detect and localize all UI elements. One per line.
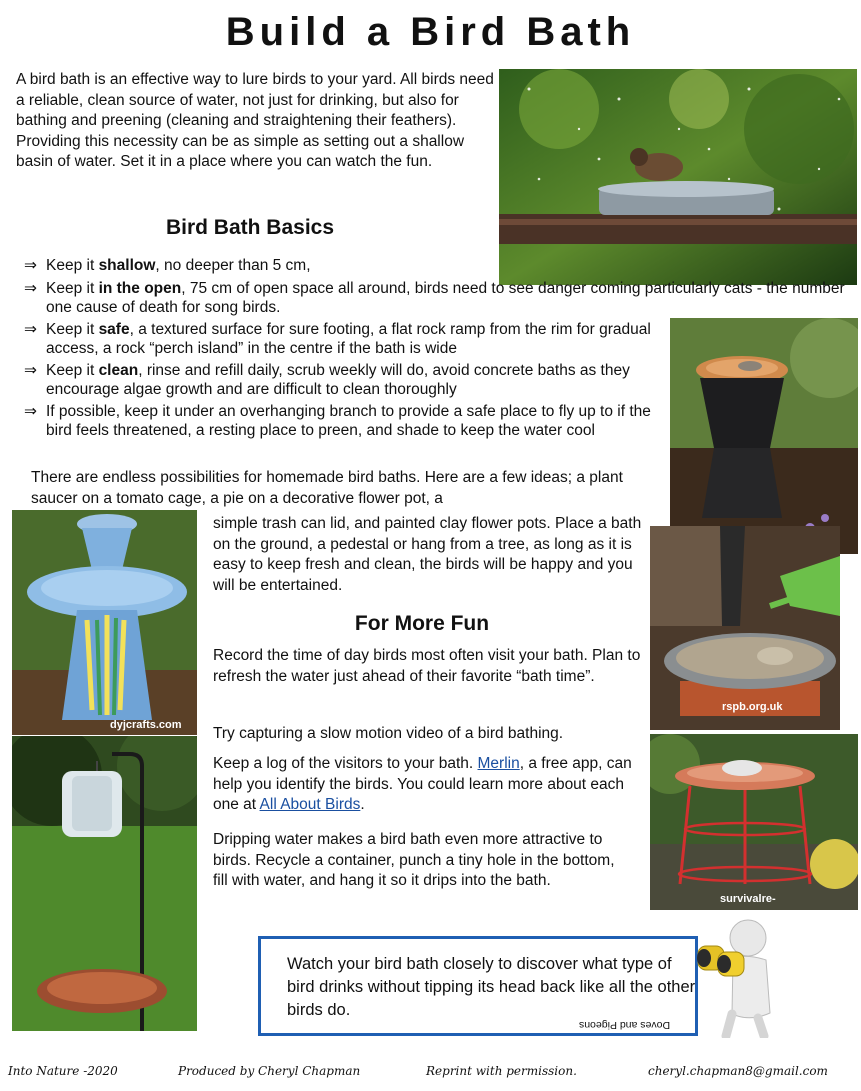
caption-survival: survivalre- [720,893,776,905]
fun-paragraph-4: Dripping water makes a bird bath even more attractive to birds. Recycle a container, punch a tiny hole in the bottom, fill with water, and hang it so it drips into the bath. [213,831,615,889]
arrow-icon: ⇒ [24,362,37,379]
photo-hanging-jug [12,736,197,1031]
basics-item: ⇒ Keep it in the open, 75 cm of open space all around, birds need to see danger coming particularly cats - the number one cause of death for song birds. [24,280,845,316]
intro-paragraph: A bird bath is an effective way to lure birds to your yard. All birds need a reliable, clean source of water, not just for drinking, but also for bathing and preening (cleaning and straightening their feathers). Providing this necessity can be as simple as setting out a shallow basin of water. Set it in a place where you can watch the fun. [16,71,494,170]
arrow-icon: ⇒ [24,280,37,297]
clay-pots-illustration [12,510,197,735]
footer-reprint: Reprint with permission. [426,1064,577,1078]
fun-paragraph-1: Record the time of day birds most often visit your bath. Plan to refresh the water just ahead of their favorite “bath time”. [213,647,641,685]
fun-heading: For More Fun [354,612,490,635]
footer-series: Into Nature -2020 [8,1064,118,1078]
photo-clay-pots [12,510,197,735]
ideas-paragraph-continued: simple trash can lid, and painted clay flower pots. Place a bath on the ground, a pedestal or hang from a tree, as long as it is easy to keep fresh and clean, the birds will be happy and you will be entertained. [213,515,642,594]
arrow-icon: ⇒ [24,257,37,274]
basics-item: ⇒ Keep it clean, rinse and refill daily, scrub weekly will do, avoid concrete baths as they encourage algae growth and are difficult to clean thoroughly [24,362,630,398]
fun-paragraph-3: Keep a log of the visitors to your bath. Merlin, a free app, can help you identify the birds. You could learn more about each one at All About Birds. [213,755,632,813]
caption-dyjcrafts: dyjcrafts.com [110,719,182,731]
merlin-link[interactable]: Merlin [477,755,520,772]
photo-tomato-cage [650,734,858,910]
fun-paragraph-2: Try capturing a slow motion video of a bird bathing. [213,725,564,742]
ideas-paragraph: There are endless possibilities for homemade bird baths. Here are a few ideas; a plant saucer on a tomato cage, a pie on a decorative flower pot, a [31,469,623,507]
basics-item: ⇒ If possible, keep it under an overhanging branch to provide a safe place to fly up to if the bird feels threatened, a resting place to preen, and shade to keep the water cool [24,403,651,439]
photo-lid-watering [650,526,840,730]
footer-produced-by: Produced by Cheryl Chapman [178,1064,361,1078]
footer-email[interactable]: cheryl.chapman8@gmail.com [648,1064,828,1078]
quiz-question: Watch your bird bath closely to discover what type of bird drinks without tipping its head back like all the other birds do. [287,955,696,1019]
arrow-icon: ⇒ [24,403,37,420]
basics-item: ⇒ Keep it shallow, no deeper than 5 cm, [24,257,311,274]
photo-pot-pedestal [670,318,858,554]
tomato-cage-illustration [650,734,858,910]
binoculars-figure-icon [688,918,783,1038]
quiz-answer-upside-down: Doves and Pigeons [579,1019,671,1031]
page-title: Build a Bird Bath [225,10,636,54]
pot-pedestal-illustration [670,318,858,554]
lid-watering-illustration [650,526,840,730]
arrow-icon: ⇒ [24,321,37,338]
photo-sparrow-bath [499,69,857,285]
basics-heading: Bird Bath Basics [165,216,335,239]
hanging-jug-illustration [12,736,197,1031]
basics-item: ⇒ Keep it safe, a textured surface for sure footing, a flat rock ramp from the rim for gradual access, a rock “perch island” in the centre if the bath is wide [24,321,651,357]
quiz-callout [258,936,698,1036]
caption-rspb: rspb.org.uk [722,701,783,713]
sparrow-bath-illustration [499,69,857,285]
all-about-birds-link[interactable]: All About Birds [259,796,361,813]
